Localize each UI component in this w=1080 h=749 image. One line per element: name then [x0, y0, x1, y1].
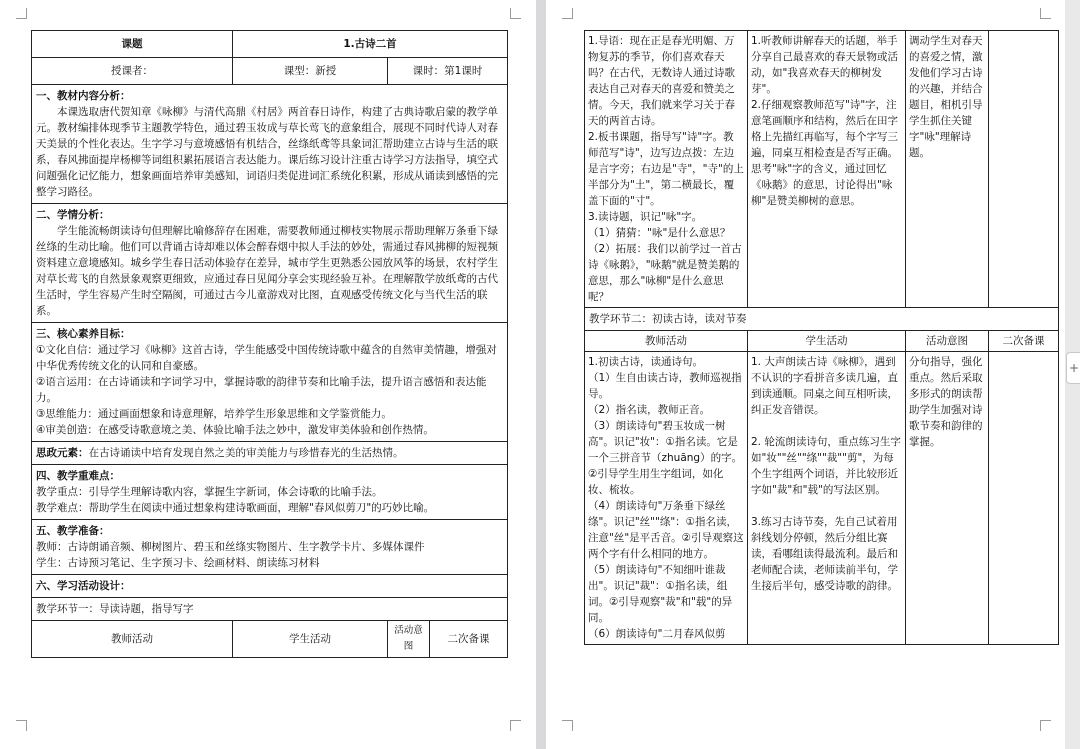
expand-panel-button[interactable]: + — [1066, 352, 1080, 384]
section-title: 三、核心素养目标： — [36, 328, 131, 340]
teacher-step: （3）朗读诗句"碧玉妆成一树高"。识记"妆"：①指名读。它是一个三拼音节（zhuāng）的字。②引导学生用生字组词，如化妆、梳妆。 — [588, 420, 743, 496]
teacher-step: 1.导语：现在正是春光明媚、万物复苏的季节，你们喜欢春天吗？在古代，无数诗人通过诗歌表达自己对春天的喜爱和赞美之情。今天，我们就来学习关于春天的两首古诗。 — [588, 35, 735, 127]
teacher-step: （5）朗读诗句"不知细叶谁裁出"。识记"裁"：①指名读，组词。②引导观察"裁"和"载"的异同。 — [588, 564, 733, 624]
goal-item: ①文化自信：通过学习《咏柳》这首古诗，学生能感受中国传统诗歌中蕴含的自然审美情趣，增强对中华优秀传统文化的认同和自豪感。 — [36, 344, 497, 372]
student-step: 1. 大声朗读古诗《咏柳》，遇到不认识的字看拼音多读几遍，直到读通顺。同桌之间互相听读，纠正发音错误。 — [751, 356, 898, 416]
student-step: 3.练习古诗节奏，先自己试着用斜线划分停顿，然后分组比赛读，看哪组读得最流利。最后和老师配合读，老师读前半句，学生接后半句，感受诗歌的韵律。 — [751, 516, 898, 592]
student-step: 2.仔细观察教师范写"诗"字，注意笔画顺序和结构，然后在田字格上先描红再临写，每个字写三遍，同桌互相检查是否写正确。 — [751, 99, 898, 159]
link1-student-activity — [748, 31, 906, 308]
link1-teacher-activity — [585, 31, 748, 308]
section-title: 一、教材内容分析： — [36, 90, 131, 102]
student-step: 2. 轮流朗读诗句，重点练习生字如"妆""丝""绦""裁""剪"，为每个生字组两个词语，并比较形近字如"裁"和"载"的写法区别。 — [751, 436, 901, 496]
student-prep: 学生：古诗预习笔记、生字预习卡、绘画材料、朗读练习材料 — [36, 557, 320, 569]
teacher-step: （4）朗读诗句"万条垂下绿丝绦"。识记"丝""绦"：①指名读，注意"丝"是平舌音。②引导观察这两个字有什么相同的地方。 — [588, 500, 744, 560]
link1-intent: 调动学生对春天的喜爱之情，激发他们学习古诗的兴趣，并结合题目，相机引导学生抓住关键字"咏"理解诗题。 — [906, 31, 989, 308]
section-title: 五、教学准备： — [36, 525, 110, 537]
ideology-label: 思政元素： — [36, 447, 89, 459]
teacher-step: （6）朗读诗句"二月春风似剪 — [588, 628, 726, 640]
goal-item: ④审美创造：在感受诗歌意境之美、体验比喻手法之妙中，激发审美体验和创作热情。 — [36, 424, 434, 436]
ideology-text: 在古诗诵读中培育发现自然之美的审美能力与珍惜春光的生活热情。 — [88, 447, 404, 459]
teacher-prep: 教师：古诗朗诵音频、柳树图片、碧玉和丝绦实物图片、生字教学卡片、多媒体课件 — [36, 541, 425, 553]
link2-teacher-activity — [585, 352, 748, 645]
teacher-step: 1.初读古诗，读通诗句。 — [588, 356, 704, 368]
key-point: 教学重点：引导学生理解诗歌内容，掌握生字新词，体会诗歌的比喻手法。 — [36, 486, 383, 498]
student-step: 思考"咏"字的含义，通过回忆《咏鹅》的意思，讨论得出"咏柳"是赞美柳树的意思。 — [751, 163, 893, 207]
link2-intent: 分句指导，强化重点。然后采取多形式的朗读帮助学生加强对诗歌节奏和韵律的掌握。 — [906, 352, 989, 645]
teacher-step: （2）指名读，教师正音。 — [588, 404, 711, 416]
section-title: 二、学情分析： — [36, 209, 110, 221]
section-title: 四、教学重难点： — [36, 470, 120, 482]
col-teacher-activity: 教师活动 — [585, 331, 748, 352]
page-gutter — [536, 0, 546, 749]
col-student-activity: 学生活动 — [233, 621, 388, 658]
link1-second-prep — [989, 31, 1059, 308]
crop-mark — [562, 720, 573, 731]
teacher-step: （1）生自由读古诗，教师巡视指导。 — [588, 372, 742, 400]
section-activity-design: 六、学习活动设计： — [32, 575, 508, 598]
section-textbook-analysis — [32, 85, 508, 204]
teaching-link-1: 教学环节一：导读诗题，指导写字 — [32, 598, 508, 621]
document-page-left — [0, 0, 536, 749]
teacher-step: （2）拓展：我们以前学过一首古诗《咏鹅》，"咏鹅"就是赞美鹅的意思，那么"咏柳"是什么意思呢？ — [588, 243, 742, 303]
goal-item: ②语言运用：在古诗诵读和字词学习中，掌握诗歌的韵律节奏和比喻手法，提升语言感悟和表达能力。 — [36, 376, 487, 404]
crop-mark — [16, 8, 27, 19]
lesson-type: 课型：新授 — [233, 58, 388, 85]
section-ideology — [32, 442, 508, 465]
col-intent: 活动意图 — [906, 331, 989, 352]
crop-mark — [562, 8, 573, 19]
teacher-step: 2.板书课题，指导写"诗"字。教师范写"诗"，边写边点拨：左边是言字旁；右边是"寺"，"寺"的上半部分为"土"，第二横最长，覆盖下面的"寸"。 — [588, 131, 744, 207]
section-core-goals — [32, 323, 508, 442]
crop-mark — [510, 8, 521, 19]
col-second-prep: 二次备课 — [989, 331, 1059, 352]
teaching-link-2: 教学环节二：初读古诗，读对节奏 — [585, 308, 1059, 331]
section-body: 本课选取唐代贺知章《咏柳》与清代高鼎《村居》两首春日诗作，构建了古典诗歌启蒙的教学单元。教材编排体现季节主题教学特色，通过碧玉妆成与草长莺飞的意象组合，展现不同时代诗人对春天美景的个性化表达。生字学习与意境感悟有机结合，丝绦纸鸢等具象词汇帮助建立古诗与生活的联系，春风拂面提岸杨柳等词组积累拓展语言表达能力。课后练习设计注重古诗学习方法指导，填空式问题强化记忆能力，想象画面培养审美感知，词语归类促进词汇系统化积累，形成从诵读到感悟的完整学习路径。 — [36, 106, 498, 198]
crop-mark — [1040, 720, 1051, 731]
crop-mark — [1040, 8, 1051, 19]
col-student-activity: 学生活动 — [748, 331, 906, 352]
teacher-step: 3.读诗题，识记"咏"字。 — [588, 211, 703, 223]
crop-mark — [16, 720, 27, 731]
col-teacher-activity: 教师活动 — [32, 621, 233, 658]
link2-second-prep — [989, 352, 1059, 645]
crop-mark — [510, 720, 521, 731]
course-title: 1.古诗二首 — [233, 31, 508, 58]
section-key-points — [32, 465, 508, 520]
lesson-plan-table-left — [31, 30, 508, 658]
student-step: 1.听教师讲解春天的话题，举手分享自己最喜欢的春天景物或活动，如"我喜欢春天的柳树发芽"。 — [751, 35, 898, 95]
col-intent: 活动意图 — [388, 621, 430, 658]
difficult-point: 教学难点：帮助学生在阅读中通过想象构建诗歌画面，理解"春风似剪刀"的巧妙比喻。 — [36, 502, 435, 514]
goal-item: ③思维能力：通过画面想象和诗意理解，培养学生形象思维和文学鉴赏能力。 — [36, 408, 392, 420]
link2-student-activity — [748, 352, 906, 645]
section-body: 学生能流畅朗读诗句但理解比喻修辞存在困难，需要教师通过柳枝实物展示帮助理解万条垂下绿丝绦的生动比喻。他们可以背诵古诗却难以体会醉春烟中拟人手法的妙处，需通过春风拂柳的短视频资料建立意境感知。城乡学生春日活动体验存在差异，城市学生更熟悉公园放风筝的场景，农村学生对草长莺飞的自然景象观察更细致，应通过春日见闻分享会实现经验互补。在理解散学放纸鸢的古代生活时，学生容易产生时空隔阂，可通过古今儿童游戏对比图，直观感受传统文化与当代生活的联系。 — [36, 225, 498, 317]
teacher-step: （1）猜猜："咏"是什么意思？ — [588, 227, 731, 239]
lesson-plan-table-right — [584, 30, 1059, 645]
col-second-prep: 二次备课 — [430, 621, 508, 658]
course-label: 课题 — [32, 31, 233, 58]
section-learner-analysis — [32, 204, 508, 323]
teacher-label: 授课者： — [32, 58, 233, 85]
lesson-period: 课时：第1课时 — [388, 58, 508, 85]
section-preparation — [32, 520, 508, 575]
